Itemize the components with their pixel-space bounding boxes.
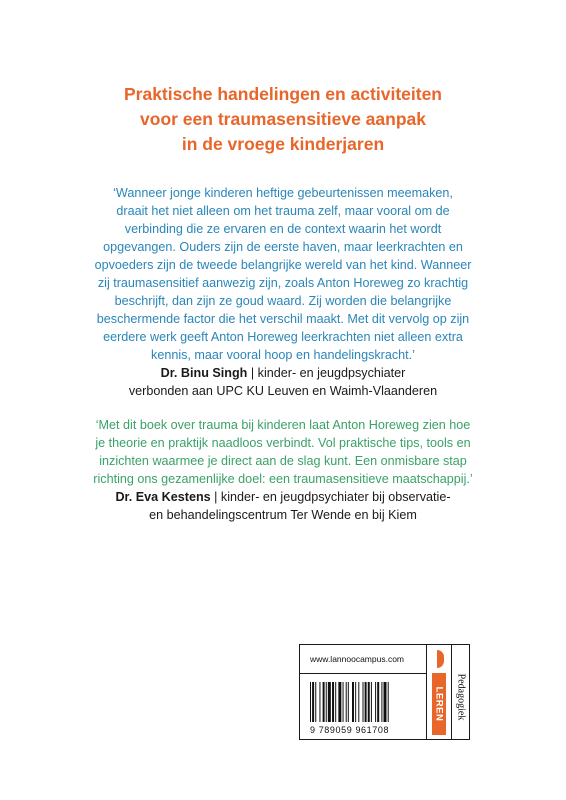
barcode-image	[310, 682, 420, 722]
barcode-bar	[332, 682, 334, 722]
barcode-bar	[328, 682, 331, 722]
quote-author-role: | kinder- en jeugdpsychiater bij observatie-	[210, 490, 451, 504]
barcode-bar	[375, 682, 376, 722]
quote-author-affiliation: verbonden aan UPC KU Leuven en Waimh-Vlaanderen	[128, 384, 438, 398]
barcode-panel	[299, 644, 470, 740]
barcode-bar	[363, 682, 364, 722]
quote-line: ‘Met dit boek over trauma bij kinderen laat Anton Horeweg zien hoe	[95, 418, 471, 432]
headline-line-1: Praktische handelingen en activiteiten	[123, 84, 443, 104]
publisher-url[interactable]: www.lannoocampus.com	[310, 654, 405, 664]
quote-author-affiliation: en behandelingscentrum Ter Wende en bij Kiem	[149, 508, 417, 522]
quote-line: zij traumasensitief aanwezig zijn, zoals Anton Horeweg zo krachtig	[97, 276, 469, 290]
quote-line: eerdere werk geeft Anton Horeweg leerkrachten niet alleen extra	[103, 330, 463, 344]
quote-line: inzichten waarmee je direct aan de slag kunt. Een onmisbare stap	[99, 454, 467, 468]
quote-author: Dr. Binu Singh	[160, 366, 248, 380]
barcode-bar	[338, 682, 341, 722]
quote-line: richting ons gezamenlijke doel: een traumasensitieve maatschappij.’	[93, 472, 473, 486]
barcode-bar	[358, 682, 359, 722]
barcode-bar	[323, 682, 325, 722]
divider	[451, 645, 452, 739]
quote-line: verbinding die ze ervaren en de context waarin het wordt	[124, 222, 442, 236]
endorsement-quote-kestens	[0, 416, 566, 524]
divider	[426, 645, 427, 739]
divider	[300, 673, 426, 674]
quote-line: opvoeders zijn de tweede belangrijke wereld van het kind. Wanneer	[94, 258, 472, 272]
barcode-bar	[315, 682, 316, 722]
category-label: LEREN	[433, 686, 445, 722]
publisher-logo-icon	[437, 650, 444, 668]
barcode-bar	[310, 682, 311, 722]
barcode-bar	[346, 682, 347, 722]
quote-attribution	[0, 364, 566, 382]
quote-line: draait het niet alleen om het trauma zelf, maar vooral om de	[116, 204, 450, 218]
barcode-bar	[371, 682, 372, 722]
quote-line: beschrijft, dan zijn ze goud waard. Zij worden die belangrijke	[114, 294, 452, 308]
headline-line-2: voor een traumasensitieve aanpak	[140, 109, 426, 129]
quote-line: kennis, maar vooral hoop en handelingskracht.’	[151, 348, 415, 362]
barcode-bar	[326, 682, 327, 722]
barcode-bar	[319, 682, 320, 722]
series-label: Pedagogiek	[455, 673, 467, 721]
barcode-bar	[377, 682, 379, 722]
barcode-bar	[355, 682, 356, 722]
quote-author: Dr. Eva Kestens	[115, 490, 211, 504]
barcode-bar	[312, 682, 314, 722]
headline-line-3: in de vroege kinderjaren	[181, 134, 385, 154]
back-cover-headline	[0, 82, 566, 157]
barcode-bar	[368, 682, 370, 722]
barcode-bar	[381, 682, 382, 722]
quote-attribution	[0, 488, 566, 506]
barcode-bar	[384, 682, 387, 722]
barcode-bar	[343, 682, 344, 722]
quote-line: beschermende factor die het verschil maakt. Met dit vervolg op zijn	[96, 312, 470, 326]
barcode-bar	[352, 682, 354, 722]
barcode-bar	[348, 682, 349, 722]
endorsement-quote-singh	[0, 184, 566, 400]
isbn-number: 9 789059 961708	[310, 725, 390, 735]
quote-author-role: | kinder- en jeugdpsychiater	[247, 366, 406, 380]
quote-line: je theorie en praktijk naadloos verbindt. Vol praktische tips, tools en	[95, 436, 471, 450]
barcode-bar	[388, 682, 389, 722]
quote-line: ‘Wanneer jonge kinderen heftige gebeurtenissen meemaken,	[113, 186, 453, 200]
barcode-bar	[365, 682, 367, 722]
barcode-bar	[335, 682, 336, 722]
quote-line: opgevangen. Ouders zijn de eerste haven, maar leerkrachten en	[103, 240, 463, 254]
